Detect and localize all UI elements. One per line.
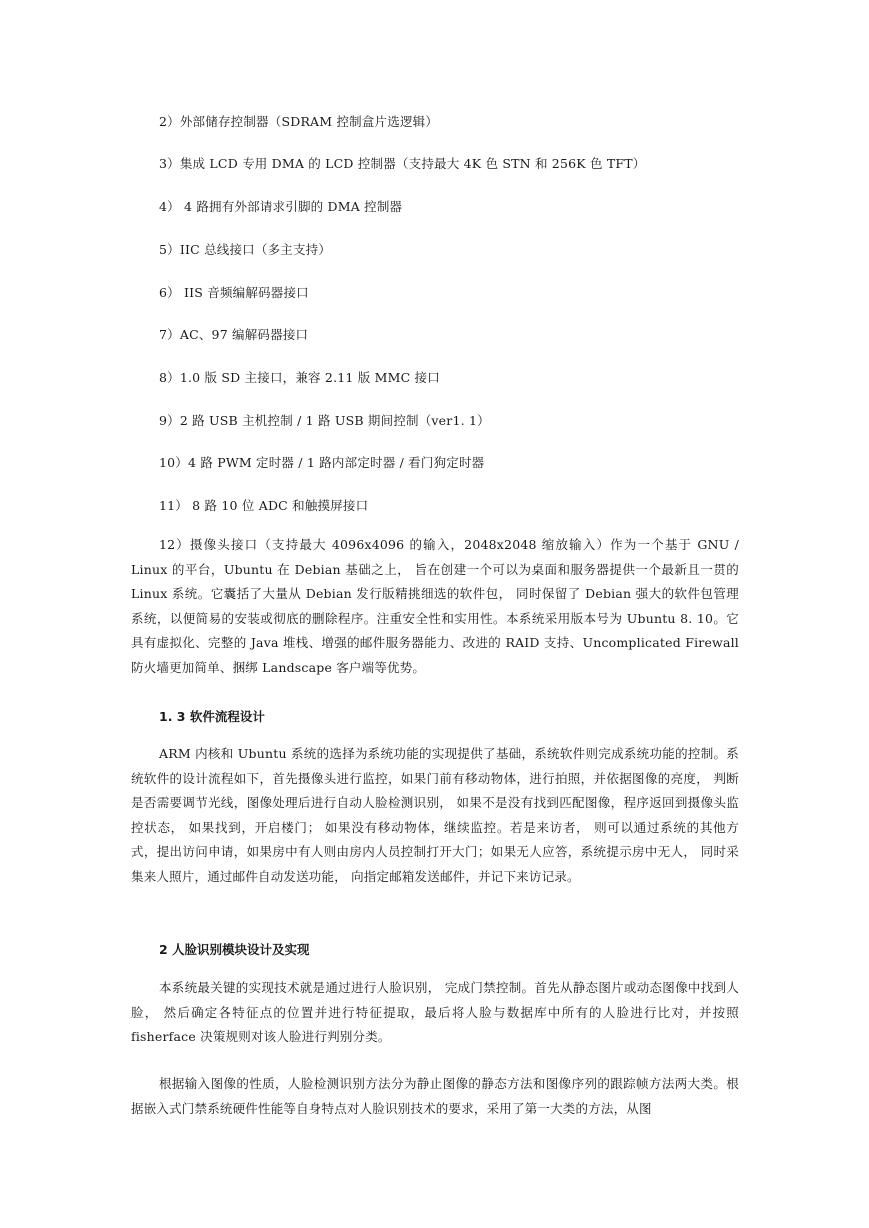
paragraph-input-image: 根据输入图像的性质，人脸检测识别方法分为静止图像的静态方法和图像序列的跟踪帧方法两大类。根据嵌入式门禁系统硬件性能等自身特点对人脸识别技术的要求，采用了第一大类的方法，从图 (131, 1076, 739, 1116)
list-item-10: 10）4 路 PWM 定时器 / 1 路内部定时器 / 看门狗定时器 (159, 455, 485, 470)
list-item-7: 7）AC、97 编解码器接口 (159, 327, 309, 342)
list-item-8: 8）1.0 版 SD 主接口，兼容 2.11 版 MMC 接口 (159, 370, 440, 385)
paragraph-camera-linux: 12）摄像头接口（支持最大 4096x4096 的输入，2048x2048 缩放输入）作为一个基于 GNU / Linux 的平台，Ubuntu 在 Debian 基础之上， 旨在创建一个可以为桌面和服务器提供一个最新且一贯的 Linux 系统。它囊括了大量从 Debian 发行版精挑细选的软件包， 同时保留了 Debian 强大的软件包管理系统，以便简易的安装或彻底的删除程序。注重安全性和实用性。本系统采用版本号为 Ubuntu 8. 10。它具有虚拟化、完整的 Java 堆栈、增强的邮件服务器能力、改进的 RAID 支持、Uncomplicated Firewall 防火墙更加简单、捆绑 Landscape 客户端等优势。 (131, 537, 739, 675)
list-item-3: 3）集成 LCD 专用 DMA 的 LCD 控制器（支持最大 4K 色 STN 和 256K 色 TFT） (159, 156, 646, 171)
list-item-5: 5）IIC 总线接口（多主支持） (159, 242, 332, 257)
paragraph-face-recognition: 本系统最关键的实现技术就是通过进行人脸识别， 完成门禁控制。首先从静态图片或动态图像中找到人脸， 然后确定各特征点的位置并进行特征提取，最后将人脸与数据库中所有的人脸进行比对，并按照 fisherface 决策规则对该人脸进行判别分类。 (131, 980, 739, 1045)
section-heading-2: 2 人脸识别模块设计及实现 (159, 942, 310, 957)
list-item-2: 2）外部储存控制器（SDRAM 控制盒片选逻辑） (159, 114, 439, 129)
list-item-11: 11） 8 路 10 位 ADC 和触摸屏接口 (159, 498, 369, 513)
list-item-6: 6） IIS 音频编解码器接口 (159, 285, 309, 300)
section-heading-1-3: 1. 3 软件流程设计 (159, 709, 265, 724)
list-item-4: 4） 4 路拥有外部请求引脚的 DMA 控制器 (159, 199, 403, 214)
list-item-9: 9）2 路 USB 主机控制 / 1 路 USB 期间控制（ver1. 1） (159, 413, 490, 428)
paragraph-software-flow: ARM 内核和 Ubuntu 系统的选择为系统功能的实现提供了基础，系统软件则完成系统功能的控制。系统软件的设计流程如下，首先摄像头进行监控，如果门前有移动物体，进行拍照，并依据图像的亮度， 判断是否需要调节光线，图像处理后进行自动人脸检测识别， 如果不是没有找到匹配图像，程序返回到摄像头监控状态， 如果找到，开启楼门； 如果没有移动物体，继续监控。若是来访者， 则可以通过系统的其他方式，提出访问申请，如果房中有人则由房内人员控制打开大门；如果无人应答，系统提示房中无人， 同时采集来人照片，通过邮件自动发送功能， 向指定邮箱发送邮件，并记下来访记录。 (131, 746, 739, 884)
